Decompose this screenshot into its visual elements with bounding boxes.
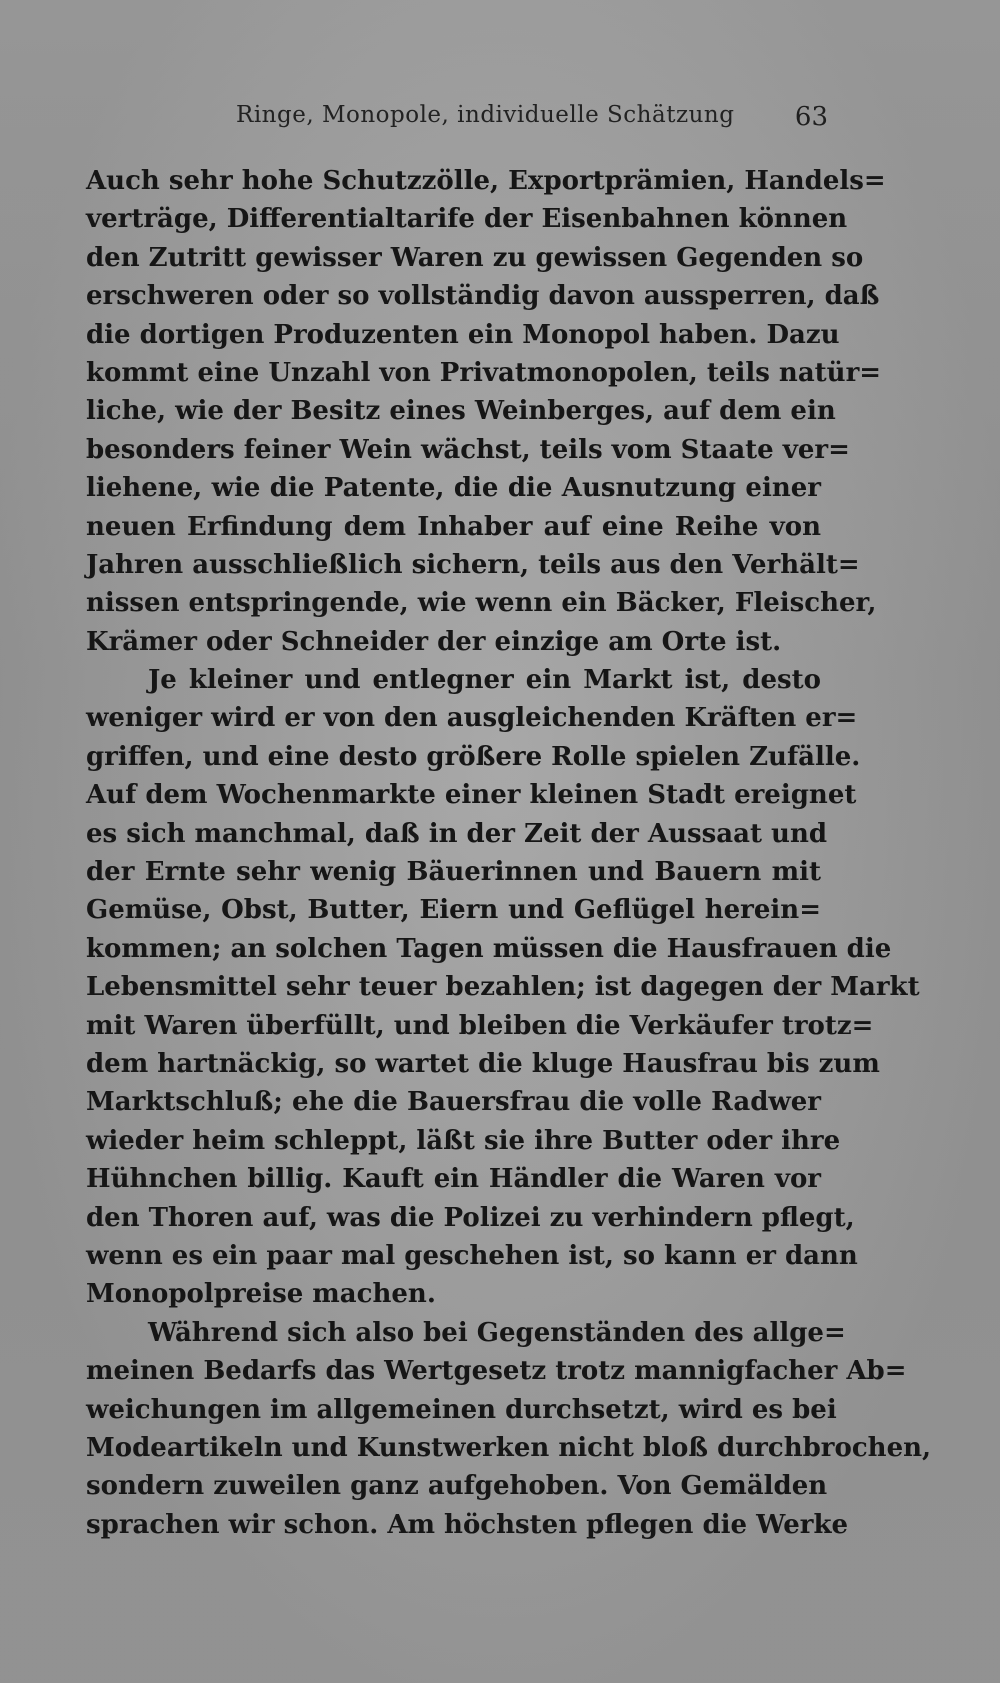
text-line: Auf dem Wochenmarkte einer kleinen Stadt ereignet — [86, 780, 857, 811]
text-line: sprachen wir schon. Am höchsten pflegen die Werke — [86, 1509, 849, 1540]
text-line: den Thoren auf, was die Polizei zu verhindern pflegt, — [86, 1202, 855, 1233]
text-line: weniger wird er von den ausgleichenden Kräften er= — [86, 703, 858, 734]
text-line: der Ernte sehr wenig Bäuerinnen und Bauern mit — [86, 857, 821, 888]
text-line: Auch sehr hohe Schutzzölle, Exportprämien, Handels= — [86, 166, 886, 196]
text-line: Monopolpreise machen. — [86, 1279, 436, 1310]
text-line: wieder heim schleppt, läßt sie ihre Butter oder ihre — [86, 1125, 841, 1156]
text-line: weichungen im allgemeinen durchsetzt, wird es bei — [86, 1394, 837, 1425]
text-line: meinen Bedarfs das Wertgesetz trotz mannigfacher Ab= — [86, 1356, 907, 1387]
text-line: nissen entspringende, wie wenn ein Bäcker, Fleischer, — [86, 588, 877, 619]
page-header — [86, 102, 828, 142]
text-line: besonders feiner Wein wächst, teils vom Staate ver= — [86, 434, 850, 465]
text-line: liche, wie der Besitz eines Weinberges, auf dem ein — [86, 396, 836, 427]
text-line: es sich manchmal, daß in der Zeit der Aussaat und — [86, 818, 828, 849]
text-line: Hühnchen billig. Kauft ein Händler die Waren vor — [86, 1164, 821, 1195]
text-line: Lebensmittel sehr teuer bezahlen; ist dagegen der Markt — [86, 972, 920, 1003]
text-line: Jahren ausschließlich sichern, teils aus den Verhält= — [86, 549, 860, 580]
text-line: dem hartnäckig, so wartet die kluge Hausfrau bis zum — [86, 1048, 880, 1079]
text-line: neuen Erfindung dem Inhaber auf eine Reihe von — [86, 511, 821, 542]
running-head: Ringe, Monopole, individuelle Schätzung — [236, 102, 735, 128]
text-line: die dortigen Produzenten ein Monopol haben. Dazu — [86, 319, 840, 350]
page-number: 63 — [794, 102, 828, 132]
text-line: mit Waren überfüllt, und bleiben die Verkäufer trotz= — [86, 1010, 874, 1041]
text-line: Je kleiner und entlegner ein Markt ist, desto — [148, 665, 821, 696]
text-line: kommt eine Unzahl von Privatmonopolen, teils natür= — [86, 357, 882, 388]
text-line: sondern zuweilen ganz aufgehoben. Von Gemälden — [86, 1471, 828, 1502]
text-line: Krämer oder Schneider der einzige am Orte ist. — [86, 626, 782, 657]
body-text — [86, 162, 932, 1544]
text-line: verträge, Differentialtarife der Eisenbahnen können — [86, 204, 848, 235]
text-line: kommen; an solchen Tagen müssen die Hausfrauen die — [86, 933, 892, 964]
text-line: wenn es ein paar mal geschehen ist, so kann er dann — [86, 1240, 858, 1271]
text-line: Modeartikeln und Kunstwerken nicht bloß durchbrochen, — [86, 1432, 932, 1463]
text-line: liehene, wie die Patente, die die Ausnutzung einer — [86, 473, 821, 504]
text-line: den Zutritt gewisser Waren zu gewissen Gegenden so — [86, 242, 864, 273]
text-line: Während sich also bei Gegenständen des allge= — [148, 1317, 846, 1348]
text-line: griffen, und eine desto größere Rolle spielen Zufälle. — [86, 741, 861, 772]
text-line: Marktschluß; ehe die Bauersfrau die volle Radwer — [86, 1087, 821, 1118]
text-line: Gemüse, Obst, Butter, Eiern und Geflügel herein= — [86, 895, 821, 926]
text-line: erschweren oder so vollständig davon aussperren, daß — [86, 281, 880, 312]
